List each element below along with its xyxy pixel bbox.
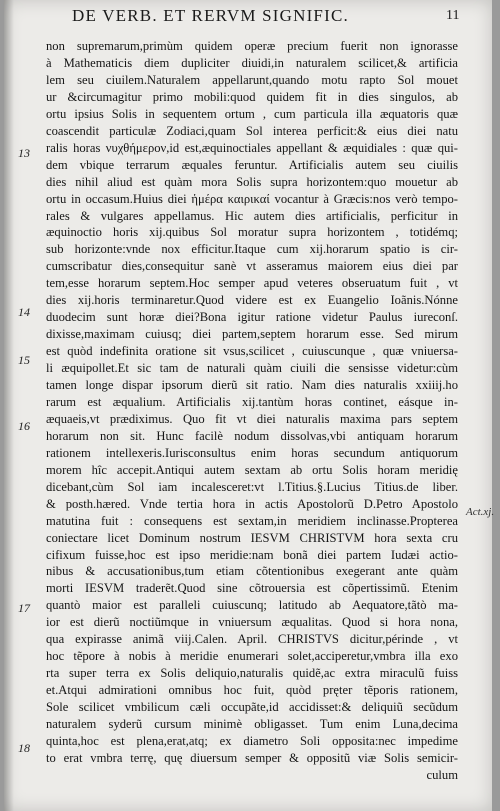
- text-line: dies nihil aliud est quàm mora Solis supra horizontem:quo mouetur ab: [46, 174, 458, 189]
- book-page: [4, 0, 495, 811]
- text-line: est quòd indefinita oratione sit vsus,scilicet , cuiuscunque , quæ vniuersa-: [46, 344, 458, 359]
- text-line: matutina fuit : consequens est sextam,in meridiem inclinasse.Propterea: [46, 513, 458, 528]
- text-line: qua expirasse animã viij.Calen. April. CHRISTVS dicitur,périnde , vt: [46, 632, 458, 647]
- text-line: coascendit particulæ Zodiaci,quam Sol interea perficit:& eius diei natu: [46, 123, 458, 138]
- text-line: tem,esse horarum septem.Hoc semper apud veteres obseruatum fuit , vt: [46, 276, 458, 291]
- margin-note: Act.xj.: [466, 506, 495, 518]
- text-line: Sole scilicet vmbilicum cæli occupãte,id accidisset:& deliquiũ secũdum: [46, 700, 458, 715]
- margin-number: 13: [18, 146, 30, 160]
- running-head: DE VERB. ET RERVM SIGNIFIC.: [72, 6, 349, 25]
- text-line: ur &circumagitur primo mobili:quod quidem fit in dies singulos, ab: [46, 89, 458, 104]
- text-line: rta super terra ex Solis deliquio,naturalis quidẽ,ac extra miraculũ fuiss: [46, 666, 458, 681]
- text-line: rales & vulgares appellamus. Hic autem dies artificialis, perficitur in: [46, 208, 458, 223]
- margin-number: 14: [18, 305, 30, 319]
- text-line: dicebant,cùm Sol iam incalesceret:vt l.Titius.§.Lucius Titius.de liber.: [46, 479, 458, 494]
- text-line: ior est dierũ noctiũmque in vniuersum æqualitas. Quod si hora nona,: [46, 615, 458, 630]
- text-line: æquinoctio horis xij.quibus Sol moratur supra horizontem , totidémq;: [46, 225, 458, 240]
- body-text: [4, 0, 495, 811]
- text-line: & posth.hæred. Vnde tertia hora in actis Apostolorũ D.Petro Apostolo: [46, 496, 458, 511]
- text-line: culum: [426, 767, 458, 782]
- margin-number: 16: [18, 419, 30, 433]
- text-line: quantò maior est paralleli cuiuscunq; latitudo ab Aequatore,tãtò ma-: [46, 598, 458, 613]
- text-line: dixisse,maximam cuiusq; diei partem,septem horarum esse. Sed mirum: [46, 327, 458, 342]
- text-line: cifixum fuisse,hoc est ipso meridie:nam bonã diei partem Iudæi actio-: [46, 547, 458, 562]
- text-line: dies xij.horis terminaretur.Quod videre est ex Euangelio Ioãnis.Nónne: [46, 293, 458, 308]
- text-line: æquaeis,vt prædiximus. Quo fit vt diei naturalis maxima pars septem: [46, 411, 458, 426]
- text-line: et.Atqui admirationi omnibus hoc fuit, quòd pręter tẽporis rationem,: [46, 683, 458, 698]
- text-line: coniectare licet Dominum nostrum IESVM CHRISTVM hora sexta cru: [46, 530, 458, 545]
- text-line: tamen longe dispar ipsorum dierũ sit ratio. Nam dies naturalis xxiiij.ho: [46, 378, 458, 392]
- text-line: sub horizonte:vnde nox efficitur.Itaque cum xij.horarum spatio is cir-: [46, 242, 458, 257]
- text-line: hoc tẽpore à nobis à meridie enumerari solet,acciperetur,vmbra illa exo: [46, 649, 458, 664]
- margin-number: 18: [18, 741, 30, 755]
- text-line: morti IESVM traderẽt.Quod sine cõtrouersia est cõpertissimũ. Etenim: [46, 581, 458, 596]
- text-line: rationem intellexeris.Iurisconsultus enim horas secundum antiquorum: [46, 445, 458, 460]
- text-line: morem hîc accepit.Antiqui autem sextam ab ortu Solis horam meridię: [46, 462, 458, 477]
- text-line: ralis horas νυχθήμερον,id est,æquinoctiales appellant & æquidiales : quæ qui-: [46, 140, 458, 155]
- text-line: à Mathematicis diem dupliciter diuidi,in naturalem scilicet,& artificia: [46, 55, 458, 70]
- text-line: li æquipollet.Et sic tam de naturali quàm ciuili die sensisse videtur:cùm: [46, 361, 458, 376]
- text-line: to erat vmbra terrę, quę diuersum semper & oppositũ viæ Solis semicir-: [46, 750, 458, 765]
- text-line: ortu ipsius Solis in sequentem ortum , cum particula illa æquatoris quæ: [46, 106, 458, 121]
- text-line: rarum est æqualium. Artificialis xij.tantùm horas continet, eásque in-: [46, 394, 458, 409]
- margin-number: 17: [18, 601, 30, 615]
- text-line: horarum non sit. Hunc facilè nodum dissolvas,vbi antiquam horarum: [46, 428, 458, 443]
- text-line: naturalem syderũ cursum minimè obligasset. Tum enim Luna,decima: [46, 717, 458, 731]
- margin-number: 15: [18, 353, 30, 367]
- text-line: ortu in occasum.Huius diei ἡμέρα καιρικαί vocantur à Græcis:nos verò tempo-: [46, 191, 458, 206]
- text-line: duodecim sunt horæ diei?Bona igitur ratione videtur Paulus iureconſ.: [46, 310, 458, 325]
- text-line: nibus & accusationibus,tum etiam cõtentionibus exegerant ante quàm: [46, 564, 458, 579]
- page-number: 11: [446, 8, 460, 23]
- text-line: dem vbique terrarum æquales feruntur. Artificialis autem seu ciuilis: [46, 157, 458, 172]
- text-line: cumscribatur dies,consequitur sanè vt asseramus maiorem eius diei par: [46, 259, 458, 274]
- text-line: lem seu ciuilem.Naturalem appellarunt,quando motu rapto Sol mouet: [46, 72, 458, 87]
- text-line: non supremarum,primùm quidem operæ precium fuerit non ignorasse: [46, 39, 458, 53]
- text-line: quinta,hoc est plena,erat,atq; ex diametro Soli opposita:nec impedime: [46, 733, 458, 748]
